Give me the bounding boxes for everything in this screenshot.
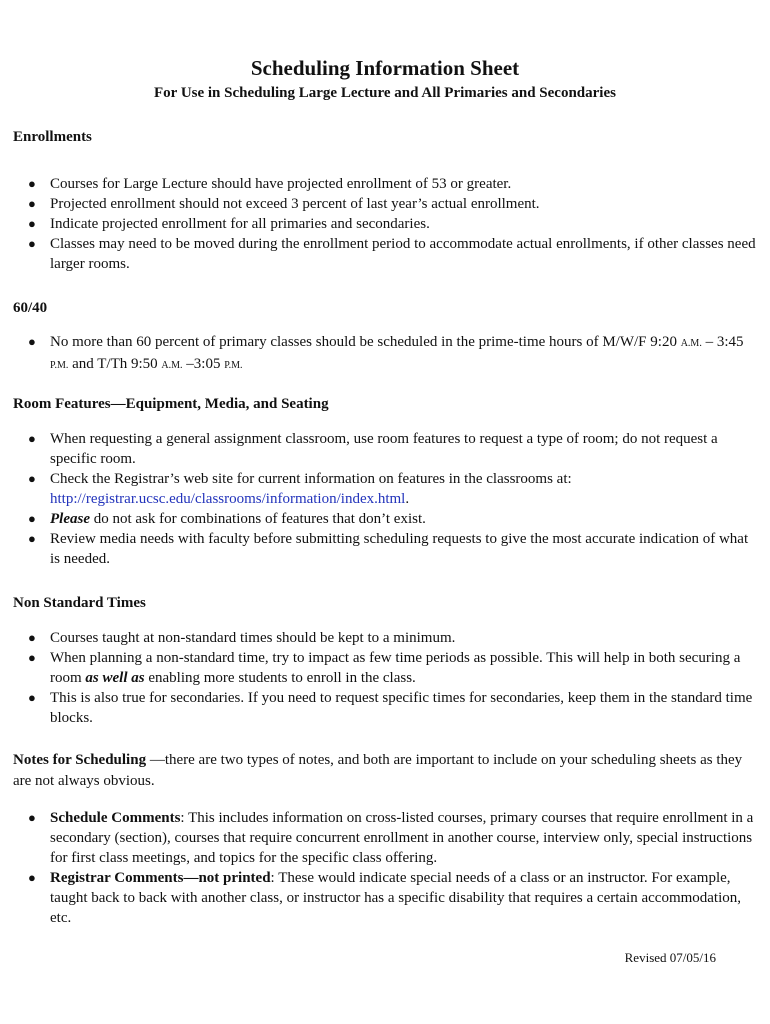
non-standard-heading: Non Standard Times	[13, 595, 146, 611]
sixty-forty-heading: 60/40	[13, 300, 48, 316]
bullet-icon: ●	[28, 511, 36, 526]
bullet-icon: ●	[28, 471, 36, 486]
enrollments-list	[0, 174, 770, 274]
bullet-icon: ●	[28, 236, 36, 251]
non-standard-list	[0, 628, 770, 728]
list-item: ● No more than 60 percent of primary classes should be scheduled in the prime-time hours of M/W/F 9:20 A.M. – 3:45 P.M. and T/Th 9:50 A.M. –3:05 P.M.	[28, 334, 744, 372]
bullet-icon: ●	[28, 531, 36, 546]
list-item: ● Courses for Large Lecture should have projected enrollment of 53 or greater.	[28, 176, 512, 192]
room-features-list	[0, 429, 770, 569]
room-features-heading: Room Features—Equipment, Media, and Seating	[13, 396, 329, 412]
list-item: ● Indicate projected enrollment for all primaries and secondaries.	[28, 216, 430, 232]
notes-intro: Notes for Scheduling —there are two types of notes, and both are important to include on your scheduling sheets as they are not always obvious.	[13, 752, 743, 789]
bullet-icon: ●	[28, 216, 36, 231]
bullet-icon: ●	[28, 334, 36, 349]
list-item: ● Review media needs with faculty before submitting scheduling requests to give the most accurate indication of what is needed.	[28, 531, 749, 567]
notes-heading: Notes for Scheduling	[13, 752, 147, 768]
bullet-icon: ●	[28, 630, 36, 645]
notes-list	[0, 808, 770, 928]
revised-date: Revised 07/05/16	[624, 950, 716, 965]
list-item: ● Registrar Comments—not printed: These would indicate special needs of a class or an instructor. For example, taught back to back with another class, or instructor has a specific disability that requires a certain accommodation, etc.	[28, 870, 742, 926]
list-item: ● Projected enrollment should not exceed 3 percent of last year’s actual enrollment.	[28, 196, 540, 212]
bullet-icon: ●	[28, 176, 36, 191]
sixty-forty-list	[0, 332, 770, 376]
bullet-icon: ●	[28, 650, 36, 665]
list-item: ● Schedule Comments: This includes information on cross-listed courses, primary courses that require enrollment in a secondary (section), courses that require concurrent enrollment in another course, interview only, special instructions for first class meetings, and topics for the specific class offering.	[28, 810, 754, 866]
list-item: ● Check the Registrar’s web site for current information on features in the classrooms at: http://registrar.ucsc.edu/classrooms/information/index.html.	[28, 471, 572, 507]
page-title: Scheduling Information Sheet	[250, 56, 520, 80]
page-subtitle: For Use in Scheduling Large Lecture and All Primaries and Secondaries	[154, 85, 616, 101]
list-item: ● When planning a non-standard time, try to impact as few time periods as possible. This will help in both securing a room as well as enabling more students to enroll in the class.	[28, 650, 741, 686]
enrollments-heading: Enrollments	[13, 129, 92, 145]
bullet-icon: ●	[28, 810, 36, 825]
registrar-link[interactable]: http://registrar.ucsc.edu/classrooms/information/index.html	[50, 491, 406, 507]
list-item: ● This is also true for secondaries. If you need to request specific times for secondaries, keep them in the standard time blocks.	[28, 690, 753, 726]
bullet-icon: ●	[28, 431, 36, 446]
bullet-icon: ●	[28, 870, 36, 885]
bullet-icon: ●	[28, 690, 36, 705]
bullet-icon: ●	[28, 196, 36, 211]
list-item: ● When requesting a general assignment classroom, use room features to request a type of room; do not request a specific room.	[28, 431, 718, 467]
list-item: ● Classes may need to be moved during the enrollment period to accommodate actual enrollments, if other classes need larger rooms.	[28, 236, 756, 272]
list-item: ● Courses taught at non-standard times should be kept to a minimum.	[28, 630, 456, 646]
list-item: ● Please do not ask for combinations of features that don’t exist.	[28, 511, 426, 527]
